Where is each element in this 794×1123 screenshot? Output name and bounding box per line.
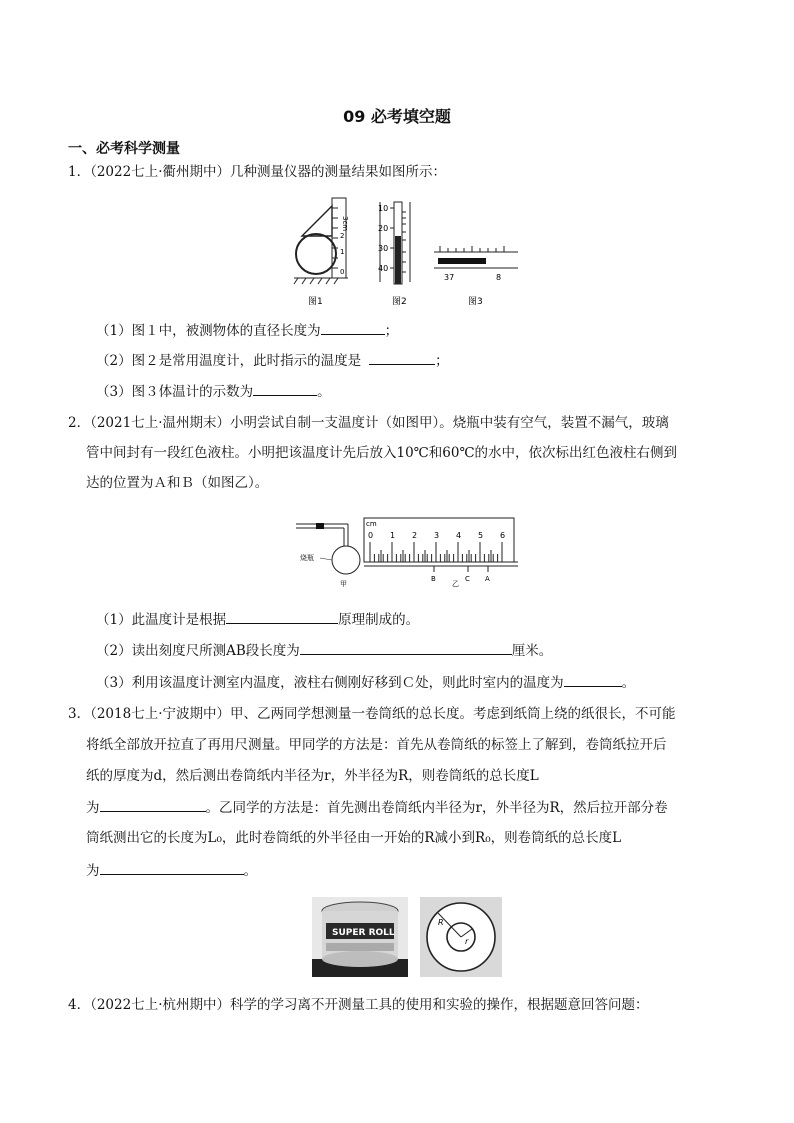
yi-label: 乙 <box>452 580 459 588</box>
measuring-scale <box>364 518 518 588</box>
ruler-tick: 0 <box>340 268 345 276</box>
q1-sub3: （3）图３体温计的示数为 。 <box>96 381 331 402</box>
q3-line: 3．（2018七上·宁波期中）甲、乙两同学想测量一卷筒纸的总长度。考虑到纸筒上绕的纸很长，不可能 <box>68 706 676 722</box>
q3-answer-blank-1[interactable] <box>100 797 206 812</box>
q2-sub1: （1）此温度计是根据 原理制成的。 <box>96 609 419 630</box>
scale-label: 5 <box>478 531 484 540</box>
q3-line: 纸的厚度为d，然后测出卷筒纸内半径为r，外半径为R，则卷筒纸的总长度L <box>86 768 539 784</box>
q3-figure <box>312 897 502 979</box>
paper-roll-photo <box>312 897 408 977</box>
scale-label: 3 <box>434 531 440 540</box>
big-radius-label: R <box>438 918 444 927</box>
point-label: C <box>465 575 470 583</box>
scale-label: 1 <box>390 531 396 540</box>
q2-answer-blank-1[interactable] <box>226 609 338 624</box>
small-radius-label: r <box>465 937 469 946</box>
q3-line: 筒纸测出它的长度为L₀，此时卷筒纸的外半径由一开始的R减小到R₀，则卷筒纸的总长度L <box>86 830 622 846</box>
q2-sub3: （3）利用该温度计测室内温度，液柱右侧刚好移到Ｃ处，则此时室内的温度为 。 <box>96 672 635 693</box>
clinical-label: 8 <box>496 273 502 282</box>
thermo-tick: 20 <box>378 224 389 233</box>
q2-answer-blank-2[interactable] <box>300 640 512 655</box>
scale-label: 4 <box>456 531 462 540</box>
fig2-caption: 图2 <box>392 297 407 307</box>
scale-label: 0 <box>368 531 374 540</box>
q1-stem: 1．（2022七上·衢州期中）几种测量仪器的测量结果如图所示： <box>68 164 446 180</box>
section-heading: 一、必考科学测量 <box>68 141 180 157</box>
q1-sub2: （2）图２是常用温度计，此时指示的温度是 ； <box>96 350 449 371</box>
page-title: 09 必考填空题 <box>343 107 451 126</box>
ruler-tick: 1 <box>340 248 345 256</box>
scale-label: 2 <box>412 531 418 540</box>
q2-line: 2．（2021七上·温州期末）小明尝试自制一支温度计（如图甲）。烧瓶中装有空气，装置不漏气，玻璃 <box>68 415 669 431</box>
q2-figure <box>292 516 522 588</box>
q4-stem: 4．（2022七上·杭州期中）科学的学习离不开测量工具的使用和实验的操作，根据题意回答问题： <box>68 997 649 1013</box>
q3-answer-blank-2[interactable] <box>100 860 244 875</box>
thermo-tick: 10 <box>378 204 389 213</box>
point-label: B <box>431 575 436 583</box>
fig3-clinical-thermometer <box>434 246 518 282</box>
q1-answer-blank-1[interactable] <box>321 320 385 335</box>
q1-answer-blank-2[interactable] <box>369 350 435 365</box>
ruler-unit-label: 3cm <box>341 216 349 232</box>
point-label: A <box>485 575 490 583</box>
q1-sub1: （1）图１中，被测物体的直径长度为 ； <box>96 320 398 341</box>
roll-brand: SUPER ROLL <box>332 928 395 938</box>
q3-line: 将纸全部放开拉直了再用尺测量。甲同学的方法是：首先从卷筒纸的标签上了解到，卷筒纸拉开后 <box>86 737 667 753</box>
ruler-tick: 2 <box>340 232 345 240</box>
roll-cross-section <box>420 897 502 977</box>
flask-apparatus <box>296 523 360 588</box>
fig3-caption: 图3 <box>468 297 483 307</box>
flask-label: 烧瓶 <box>300 554 314 562</box>
jia-label: 甲 <box>340 580 347 588</box>
q3-line: 为 。 <box>86 860 257 881</box>
fig1-ruler <box>332 198 349 278</box>
q2-line: 达的位置为Ａ和Ｂ（如图乙）。 <box>86 475 269 491</box>
q2-line: 管中间封有一段红色液柱。小明把该温度计先后放入10℃和60℃的水中，依次标出红色液柱右侧到 <box>86 445 678 461</box>
fig2-thermometer <box>378 202 410 284</box>
thermo-tick: 40 <box>378 264 389 273</box>
fig1-caption: 图1 <box>308 297 323 307</box>
q2-answer-blank-3[interactable] <box>564 672 622 687</box>
q2-sub2: （2）读出刻度尺所测AB段长度为 厘米。 <box>96 640 552 661</box>
clinical-label: 37 <box>444 273 455 282</box>
scale-label: 6 <box>500 531 506 540</box>
q1-answer-blank-3[interactable] <box>253 381 317 396</box>
q3-line: 为 。乙同学的方法是：首先测出卷筒纸内半径为r，外半径为R，然后拉开部分卷 <box>86 797 668 818</box>
thermo-tick: 30 <box>378 244 389 253</box>
scale-unit: cm <box>366 520 377 528</box>
